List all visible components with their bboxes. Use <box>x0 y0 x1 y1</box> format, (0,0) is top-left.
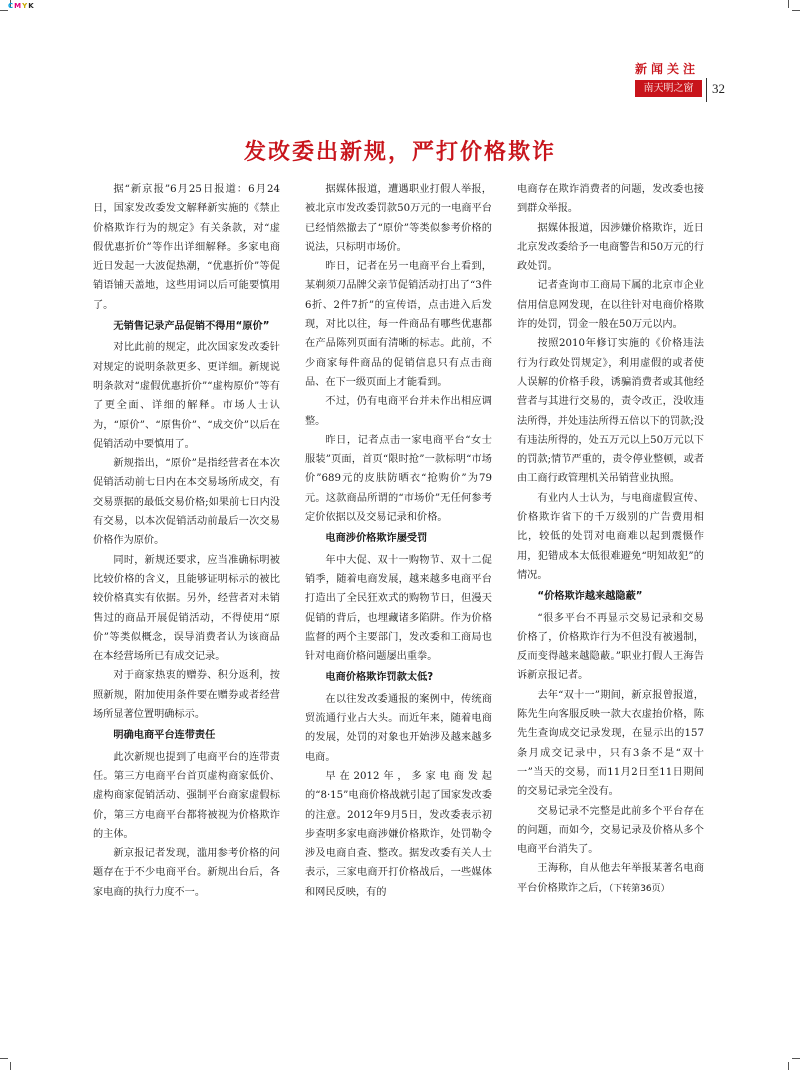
paragraph: 据媒体报道，因涉嫌价格欺诈，近日北京发改委给予一电商警告和50万元的行政处罚。 <box>517 222 704 273</box>
paragraph: 王海称，自从他去年举报某著名电商平台价格欺诈之后，（下转第36页） <box>517 863 704 894</box>
header-divider <box>706 78 707 102</box>
crop-mark <box>788 1062 789 1070</box>
paragraph: 对于商家热衷的赠券、积分返利，按照新规，附加使用条件要在赠券或者经营场所显著位置明确标示。 <box>93 670 280 721</box>
registration-y: Y <box>22 2 29 10</box>
paragraph: 交易记录不完整是此前多个平台存在的问题，而如今，交易记录及价格从多个电商平台消失了。 <box>517 805 704 856</box>
paragraph: 去年“双十一”期间，新京报曾报道，陈先生向客服反映一款大衣虚抬价格，陈先生查询成交记录发现，在显示出的157条月成交记录中，只有3条不是“双十一”当天的交易，而11月2日至11日期间的交易记录完全没有。 <box>517 689 704 798</box>
section-heading: 电商价格欺诈罚款太低? <box>325 672 434 684</box>
paragraph: 记者查询市工商局下属的北京市企业信用信息网发现，在以往针对电商价格欺诈的处罚，罚金一般在50万元以内。 <box>517 280 704 331</box>
section-heading: 电商涉价格欺诈屡受罚 <box>325 533 428 545</box>
paragraph: 有业内人士认为，与电商虚假宣传、价格欺诈省下的千万级别的广告费用相比，较低的处罚对电商难以起到震慑作用，犯错成本太低很难避免“明知故犯”的情况。 <box>517 492 704 581</box>
paragraph: 不过，仍有电商平台并未作出相应调整。 <box>305 396 492 427</box>
article-column-2 <box>305 180 492 902</box>
section-heading: 明确电商平台连带责任 <box>113 730 216 742</box>
section-heading: 无销售记录产品促销不得用“原价” <box>113 321 270 333</box>
paragraph: 新京报记者发现，滥用参考价格的问题存在于不少电商平台。新规出台后，各家电商的执行力度不一。 <box>93 848 280 898</box>
continued-note: （下转第36页） <box>608 883 670 894</box>
article-title: 发改委出新规，严打价格欺诈 <box>243 140 556 165</box>
paragraph: 在以往发改委通报的案例中，传统商贸流通行业占大头。而近年来，随着电商的发展，处罚的对象也开始涉及越来越多电商。 <box>305 693 492 763</box>
crop-mark <box>792 10 800 11</box>
article-column-1 <box>93 180 280 902</box>
paragraph: 此次新规也提到了电商平台的连带责任。第三方电商平台首页虚构商家低价、虚构商家促销活动、强制平台商家虚假标价，第三方电商平台都将被视为价格欺诈的主体。 <box>93 751 280 840</box>
paragraph: 据“新京报”6月25日报道：6月24日，国家发改委发文解释新实施的《禁止价格欺诈行为的规定》有关条款，对“虚假优惠折价”等作出详细解释。多家电商近日发起一大波促热潮，“优惠折价”等促销语铺天盖地，这些用词以后可能要慎用了。 <box>93 184 280 311</box>
registration-m: M <box>14 2 23 10</box>
paragraph: 按照2010年修订实施的《价格违法行为行政处罚规定》，利用虚假的或者使人误解的价格手段，诱骗消费者或其他经营者与其进行交易的，责令改正，没收违法所得，并处违法所得五倍以下的罚款;没有违法所得的，处五万元以上50万元以下的罚款;情节严重的，责令停业整顿，或者由工商行政管理机关吊销营业执照。 <box>517 338 704 485</box>
section-heading: “价格欺诈越来越隐蔽” <box>537 591 643 603</box>
crop-mark <box>788 0 789 8</box>
crop-mark <box>10 1062 11 1070</box>
paragraph: 电商存在欺诈消费者的问题，发改委也接到群众举报。 <box>517 184 704 215</box>
crop-mark <box>0 1058 8 1059</box>
paragraph: 昨日，记者在另一电商平台上看到，某剃须刀品牌父亲节促销活动打出了“3件6折、2件7折”的宣传语，点击进入后发现，对比以往，每一件商品有哪些优惠都在产品陈列页面有清晰的标志。此前，不少商家每件商品的促销信息只有点击商品、在下一级页面上才能看到。 <box>305 261 492 388</box>
paragraph: 据媒体报道，遭遇职业打假人举报，被北京市发改委罚款50万元的一电商平台已经悄然撤去了“原价”等类似参考价格的说法，只标明市场价。 <box>305 184 492 253</box>
registration-c: C <box>8 2 15 10</box>
paragraph: “很多平台不再显示交易记录和交易价格了，价格欺诈行为不但没有被遏制，反而变得越来越隐蔽。”职业打假人王海告诉新京报记者。 <box>517 612 704 682</box>
crop-mark <box>0 10 8 11</box>
paragraph: 早在2012年，多家电商发起的“8·15”电商价格战就引起了国家发改委的注意。2012年9月5日，发改委表示初步查明多家电商涉嫌价格欺诈，处罚勒令涉及电商自查、整改。据发改委有关人士表示，三家电商开打价格战后，一些媒体和网民反映，有的 <box>305 770 492 898</box>
page-number: 32 <box>712 81 725 96</box>
paragraph: 对比此前的规定，此次国家发改委针对规定的说明条款更多、更详细。新规说明条款对“虚假优惠折价”“虚构原价”等有了更全面、详细的解释。市场人士认为，“原价”、“原售价”、“成交价”以后在促销活动中要慎用了。 <box>93 342 280 450</box>
article-column-3 <box>517 180 704 899</box>
registration-k: K <box>28 2 35 10</box>
registration-label <box>8 2 35 10</box>
crop-mark <box>792 1058 800 1059</box>
paragraph: 同时，新规还要求，应当准确标明被比较价格的含义，且能够证明标示的被比较价格真实有依据。另外，经营者对未销售过的商品开展促销活动，不得使用“原价”等类似概念，误导消费者认为该商品在本经营场所已有成交记录。 <box>93 554 280 663</box>
paragraph: 年中大促、双十一购物节、双十二促销季，随着电商发展，越来越多电商平台打造出了全民狂欢式的购物节日，但漫天促销的背后，也埋藏诸多陷阱。作为价格监督的两个主要部门，发改委和工商局也针对电商价格问题屡出重拳。 <box>305 554 492 663</box>
section-title: 新闻关注 <box>634 62 699 76</box>
section-subtitle-badge: 南天明之窗 <box>635 80 702 97</box>
paragraph: 昨日，记者点击一家电商平台“女士服装”页面，首页“限时抢”一款标明“市场价”689元的皮肤防晒衣“抢购价”为79元。这款商品所谓的“市场价”无任何参考定价依据以及交易记录和价格。 <box>305 434 492 524</box>
paragraph: 新规指出，“原价”是指经营者在本次促销活动前七日内在本交易场所成交，有交易票据的最低交易价格;如果前七日内没有交易，以本次促销活动前最后一次交易价格作为原价。 <box>93 458 280 547</box>
